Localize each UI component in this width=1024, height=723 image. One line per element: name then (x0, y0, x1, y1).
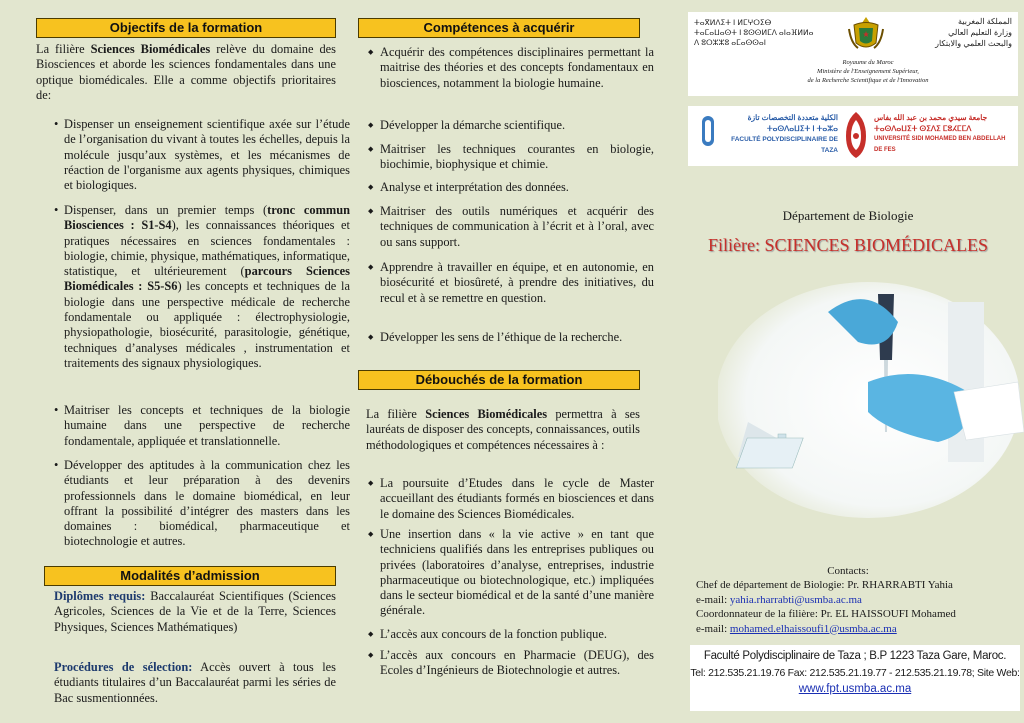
competence-item-3: ◆ Maitriser les techniques courantes en biologie, biochimie, biophysique et chimie. (366, 142, 654, 173)
competences-header: Compétences à acquérir (358, 18, 640, 38)
debouche-item-4: ◆ L’accès aux concours en Pharmacie (DEUG), des Ecoles d’Ingénieurs de Biotechnologie et autres. (366, 648, 654, 679)
objectif-item-2 (50, 203, 350, 371)
university-french: UNIVERSITÉ SIDI MOHAMED BEN ABDELLAH DE FES (874, 136, 1006, 153)
arabic-line-3: والبحث العلمي والابتكار (935, 39, 1012, 48)
objectifs-header: Objectifs de la formation (36, 18, 336, 38)
competence-item-2: ◆ Développer la démarche scientifique. (366, 118, 654, 133)
recherche-text: de la Recherche Scientifique et de l'Innovation (807, 77, 929, 84)
procedures-text: Accès ouvert à tous les étudiants titulaires d’un Baccalauréat parmi les séries de Bac susmentionnées. (54, 660, 336, 705)
university-logo-block (688, 106, 1018, 166)
university-text (874, 112, 1014, 156)
laboratory-photo (718, 282, 1024, 518)
intro-text-c: relève du domaine des Biosciences et aborde les sciences fondamentales dans une optique biomédicales. Elle a comme objectifs prioritaires de: (36, 42, 337, 102)
debouches-intro (366, 407, 640, 453)
contacts-title: Contacts: (827, 565, 869, 577)
royaume-text: Royaume du Maroc (842, 59, 894, 66)
faculty-arabic: الكلية متعددة التخصصات تازة (747, 113, 838, 122)
debouches-intro-a: La filière (366, 407, 426, 421)
email-link-1[interactable]: yahia.rharrabti@usmba.ac.ma (729, 593, 862, 606)
contact-chef: Chef de département de Biologie: Pr. RHARRABTI Yahia (696, 579, 953, 591)
debouches-intro-c: permettra à ses lauréats de disposer des concepts, connaissances, outils méthodologiques et compétences nécessaires à : (366, 407, 640, 452)
tifinagh-text (694, 18, 813, 48)
faculty-french: FACULTÉ POLYDISCIPLINAIRE DE TAZA (731, 136, 838, 154)
university-arabic: جامعة سيدي محمد بن عبد الله بفاس (874, 113, 988, 122)
objectif-2-text-b: ), les connaissances théoriques et pratiques nécessaires en sciences fondamentales : biologie, chimie, physique, mathématiques, informatique, statistique, et ultérieurement ( (64, 218, 350, 279)
tifinagh-line-1: ⵜⴰⴳⵍⴷⵉⵜ ⵏ ⵍⵎⵖⵔⵉⴱ (694, 18, 772, 27)
competence-item-4: ◆ Analyse et interprétation des données. (366, 180, 654, 195)
modalites-header: Modalités d’admission (44, 566, 336, 586)
objectifs-intro (36, 42, 336, 103)
diplomes-label: Diplômes requis: (54, 589, 146, 603)
email-label-1: e-mail: (696, 593, 730, 606)
objectif-2-bold-b: parcours Sciences Biomédicales : S5-S6 (64, 264, 350, 294)
objectif-2-bold-a: tronc commun Biosciences : S1-S4 (64, 203, 350, 233)
tifinagh-line-2: ⵜⴰⵎⴰⵡⴰⵙⵜ ⵏ ⵓⵙⵙⵍⵎⴷ ⴰⵏⴰⴼⵍⵍⴰ (694, 28, 814, 37)
objectif-item-3: • Maitriser les concepts et techniques de la biologie humaine dans une perspective de recherche fondamentale, appliquée et translationnelle. (50, 403, 350, 449)
contact-coordonnateur: Coordonnateur de la filière: Pr. EL HAISSOUFI Mohamed (696, 608, 956, 620)
ministere-text: Ministère de l'Enseignement Supérieur, (817, 68, 919, 75)
debouche-item-1: ◆ La poursuite d’Etudes dans le cycle de Master accueillant des étudiants formés en biosciences et dans le domaine des Sciences Biomédicales. (366, 476, 654, 522)
debouche-item-3: ◆ L’accès aux concours de la fonction publique. (366, 627, 654, 642)
contact-email-1-row (696, 593, 1024, 608)
faculty-tifinagh: ⵜⴰⵙⴷⴰⵡⵉⵜ ⵏ ⵜⴰⵣⴰ (766, 124, 838, 133)
intro-text-bold: Sciences Biomédicales (90, 42, 211, 56)
diplomes-requis (54, 589, 336, 635)
ministry-caption (798, 58, 938, 85)
university-tifinagh: ⵜⴰⵙⴷⴰⵡⵉⵜ ⵙⵉⴷⵉ ⵎⵓⵃⵎⵎⴷ (874, 124, 972, 133)
ministry-logo-block (688, 12, 1018, 96)
tifinagh-line-3: ⴷ ⵓⵔⵣⵣⵓ ⴰⵎⴰⵙⵙⴰⵏ (694, 38, 766, 47)
department-name: Département de Biologie (782, 208, 914, 223)
university-logo-icon (842, 110, 870, 160)
procedures-label: Procédures de sélection: (54, 660, 193, 674)
arabic-text (935, 16, 1012, 49)
faculty-text (720, 112, 838, 156)
debouches-intro-bold: Sciences Biomédicales (425, 407, 548, 421)
debouches-header: Débouchés de la formation (358, 370, 640, 390)
website-link[interactable]: www.fpt.usmba.ac.ma (798, 683, 912, 695)
phones-text: Tel: 212.535.21.19.76 Fax: 212.535.21.19.77 - 212.535.21.19.78; Site Web: (690, 667, 1020, 679)
address-text: Faculté Polydisciplinaire de Taza ; B.P 1223 Taza Gare, Maroc. (703, 650, 1007, 662)
diplomes-text: Baccalauréat Scientifiques (Sciences Agricoles, Sciences de la Vie et de la Terre, Sciences Physiques, Sciences Mathématiques) (54, 589, 337, 634)
address-box (690, 645, 1020, 711)
procedures-selection (54, 660, 336, 706)
email-link-2[interactable]: mohamed.elhaissoufi1@usmba.ac.ma (729, 622, 897, 635)
filiere-title: Filière: SCIENCES BIOMÉDICALES (707, 235, 988, 255)
objectif-2-text-a: Dispenser, dans un premier temps ( (64, 203, 268, 217)
competence-item-1: ◆ Acquérir des compétences disciplinaires permettant la maitrise des théories et des concepts fondamentaux en biosciences, notamment la biologie humaine. (366, 45, 654, 91)
intro-text-a: La filière (36, 42, 91, 56)
competence-item-6: ◆ Apprendre à travailler en équipe, et en autonomie, en biosécurité et biosûreté, à prendre des initiatives, du recul et à se remettre en question. (366, 260, 654, 306)
email-label-2: e-mail: (696, 622, 730, 635)
objectif-item-1: • Dispenser un enseignement scientifique axée sur l’étude de l’organisation du vivant à toutes les échelles, depuis la molécule jusqu’aux systèmes, et les mécanismes de réaction de l'organisme aux agents physiques, chimiques et biologiques. (50, 117, 350, 193)
contact-email-2-row (696, 622, 1024, 637)
competence-item-5: ◆ Maitriser des outils numériques et acquérir des techniques de communication à l’écrit et à l’oral, avec ou sans support. (366, 204, 654, 250)
debouche-item-2: ◆ Une insertion dans « la vie active » en tant que techniciens qualifiés dans les entreprises publiques ou privées (laboratoires d’analyse, entreprises, industrie pharmaceutique ou biotechnologique, etc.) impliquées dans le secteur biomédical et de la santé d’une manière générale. (366, 527, 654, 619)
objectif-item-4: • Développer des aptitudes à la communication chez les étudiants et leur préparation à des devenirs professionnels dans le domaine biomédical, en leur offrant la possibilité d’intégrer des masters dans les domaines : biomédical, pharmaceutique et biotechnologie et autres. (50, 458, 350, 550)
competence-item-7: ◆ Développer les sens de l’éthique de la recherche. (366, 330, 654, 345)
faculty-logo-icon (700, 114, 716, 148)
objectif-2-text-c: ) les concepts et techniques de la biologie dans une perspective médicale de recherche fondamentale ou appliquée : électrophysiologie, physiopathologie, biosécurité, parasitologie, génétique, techniques d’analyses médicales , instrumentation et traitements des signaux physiologiques. (64, 279, 350, 370)
arabic-line-2: وزارة التعليم العالي (948, 28, 1012, 37)
coat-of-arms-icon (846, 15, 886, 55)
arabic-line-1: المملكة المغربية (958, 17, 1012, 26)
contacts-block (696, 578, 1024, 636)
